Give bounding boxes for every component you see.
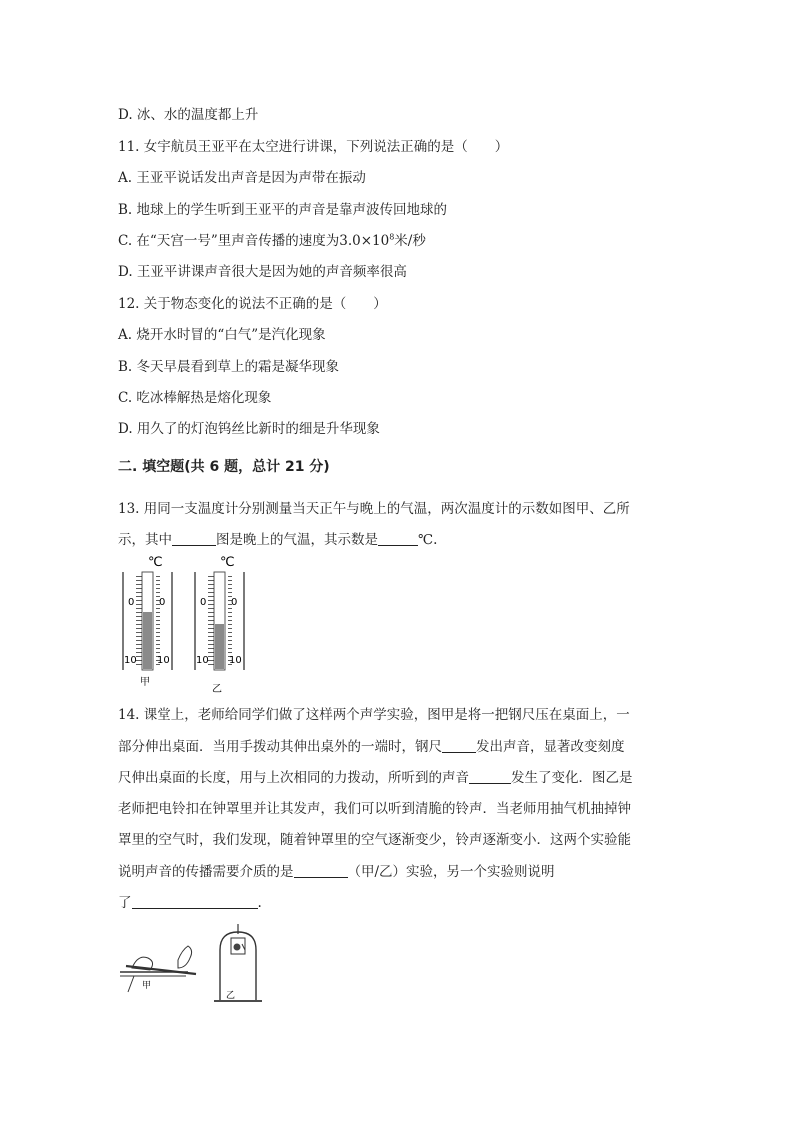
q14-blank-4[interactable] [132,894,258,909]
tick-top-left-jia: 0 [128,597,135,608]
q11-option-d: D. 王亚平讲课声音很大是因为她的声音频率很高 [118,264,407,280]
unit-label-jia: ℃ [148,555,163,570]
caption-yi-14: 乙 [226,991,236,1001]
q14-line1: 14. 课堂上，老师给同学们做了这样两个声学实验，图甲是将一把钢尺压在桌面上，一 [118,707,630,723]
q14-line3-text-a: 尺伸出桌面的长度，用与上次相同的力拨动，所听到的声音 [118,770,469,786]
q11-stem: 11. 女宇航员王亚平在太空进行讲课，下列说法正确的是（ ） [118,139,509,155]
q10-option-d: D. 冰、水的温度都上升 [118,107,259,123]
caption-jia: 甲 [140,677,150,688]
q14-line3 [118,766,633,786]
q14-line6 [118,860,555,880]
q14-line4: 老师把电铃扣在钟罩里并让其发声，我们可以听到清脆的铃声．当老师用抽气机抽掉钟 [118,801,631,817]
q14-line5: 罩里的空气时，我们发现，随着钟罩里的空气逐渐变少，铃声逐渐变小．这两个实验能 [118,832,631,848]
thermometer-figure [116,552,248,697]
tick-top-right-jia: 0 [159,597,166,608]
bell-jar-figure [212,924,268,1008]
ruler-experiment-figure [118,938,200,994]
q11-option-a: A. 王亚平说话发出声音是因为声带在振动 [118,170,366,186]
unit-label-yi: ℃ [220,555,235,570]
liquid-column-yi [215,624,224,669]
caption-yi: 乙 [212,684,222,695]
q13-text-a: 示，其中 [118,532,172,548]
q11-option-c-text: C. 在“天宫一号”里声音传播的速度为3.0×10 [118,233,390,249]
q14-line7 [118,891,262,911]
q13-line1: 13. 用同一支温度计分别测量当天正午与晚上的气温，两次温度计的示数如图甲、乙所 [118,501,630,517]
q14-line6-text-b: （甲/乙）实验，另一个实验则说明 [347,864,555,880]
q14-line2-text-a: 部分伸出桌面．当用手拨动其伸出桌外的一端时，钢尺 [118,739,442,755]
q11-option-c [118,229,426,249]
q12-stem: 12. 关于物态变化的说法不正确的是（ ） [118,296,387,312]
q12-option-a: A. 烧开水时冒的“白气”是汽化现象 [118,327,326,343]
q14-blank-2[interactable] [469,769,511,784]
q14-line3-text-b: 发生了变化．图乙是 [511,770,633,786]
thermometer-yi [195,555,244,695]
q13-text-b: 图是晚上的气温，其示数是 [216,532,378,548]
right-hand-icon [178,946,192,968]
q13-blank-which[interactable] [172,531,216,546]
q14-line2-text-b: 发出声音，显著改变刻度 [476,739,625,755]
tick-bottom-right-jia: 10 [157,655,170,666]
tick-bottom-left-jia: 10 [124,655,137,666]
tick-bottom-left-yi: 10 [196,655,209,666]
q11-option-c-unit: 米/秒 [394,233,426,249]
q13-blank-reading[interactable] [378,531,418,546]
section-title: 二. 填空题(共 6 题，总计 21 分) [118,459,330,475]
liquid-column-jia [143,612,152,669]
q11-option-b: B. 地球上的学生听到王亚平的声音是靠声波传回地球的 [118,202,448,218]
q13-line2 [118,528,437,548]
tick-top-left-yi: 0 [200,597,207,608]
tick-bottom-right-yi: 10 [229,655,242,666]
thermometer-jia [123,555,172,688]
caption-jia-14: 甲 [142,981,152,991]
q14-blank-1[interactable] [442,738,476,753]
q12-option-b: B. 冬天早晨看到草上的霜是凝华现象 [118,359,340,375]
steel-ruler [126,966,196,974]
tick-top-right-yi: 0 [231,597,238,608]
q13-text-c: ℃. [418,532,438,548]
q12-option-d: D. 用久了的灯泡钨丝比新时的细是升华现象 [118,421,380,437]
q14-line7-text-a: 了 [118,895,132,911]
q12-option-c: C. 吃冰棒解热是熔化现象 [118,390,272,406]
q14-line7-text-b: . [257,895,262,911]
q14-line2 [118,735,625,755]
q11-option-c-exponent: 8 [389,232,395,242]
q14-blank-3[interactable] [294,863,348,878]
q14-line6-text-a: 说明声音的传播需要介质的是 [118,864,294,880]
